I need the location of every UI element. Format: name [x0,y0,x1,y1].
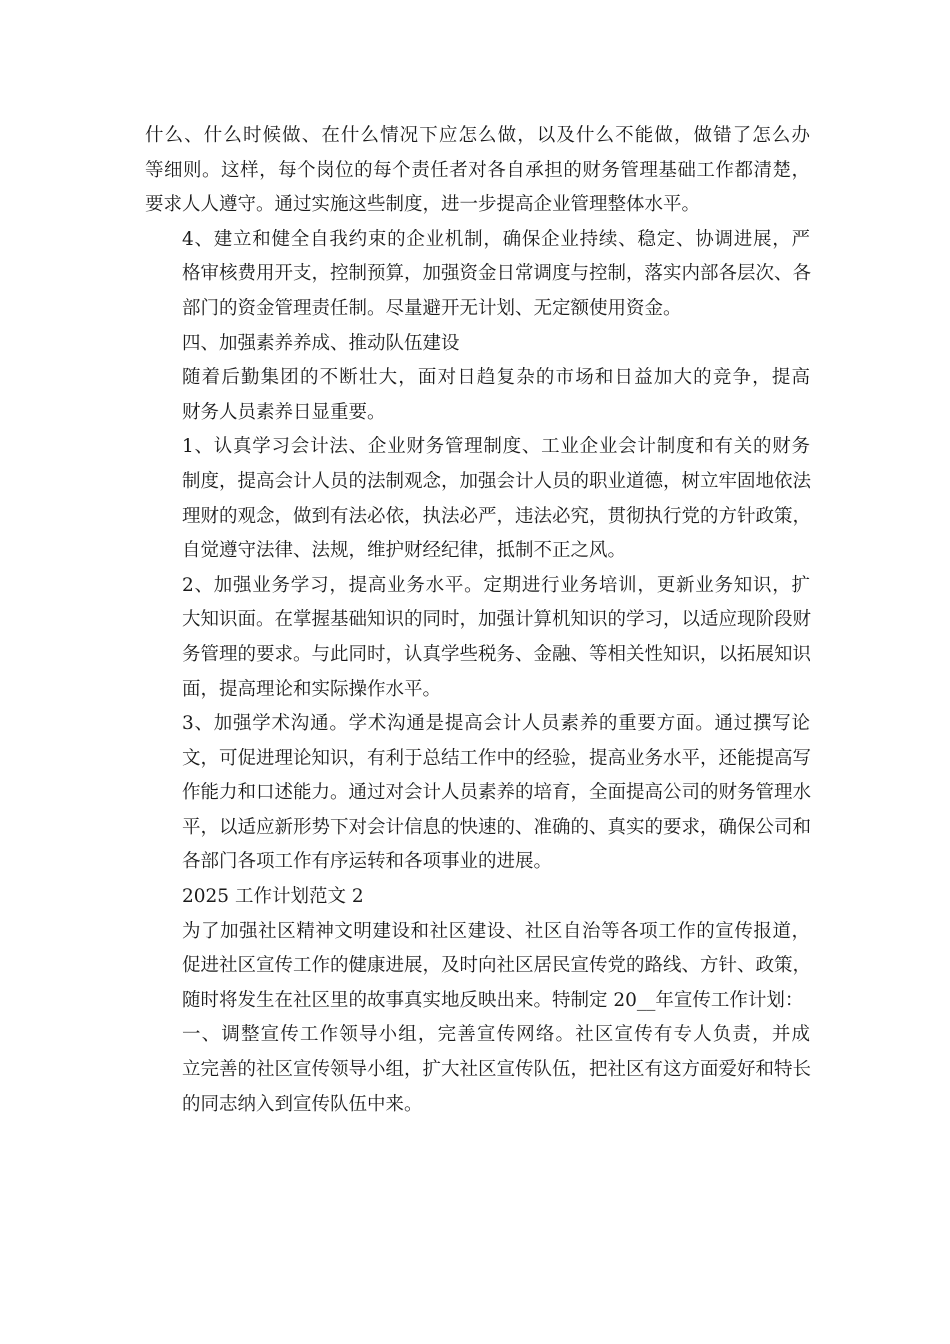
paragraph-line: 什么、什么时候做、在什么情况下应怎么做，以及什么不能做，做错了怎么办 [145,125,810,146]
paragraph-line: 促进社区宣传工作的健康进展，及时向社区居民宣传党的路线、方针、政策， [182,955,812,977]
document-body [145,119,810,1122]
paragraph-line: 务管理的要求。与此同时，认真学些税务、金融、等相关性知识，以拓展知识 [182,643,812,665]
paragraph-line: 格审核费用开支，控制预算，加强资金日常调度与控制，落实内部各层次、各 [182,263,812,285]
paragraph-line: 制度，提高会计人员的法制观念，加强会计人员的职业道德，树立牢固地依法 [182,470,812,492]
paragraph-line: 3、加强学术沟通。学术沟通是提高会计人员素养的重要方面。通过撰写论 [182,713,810,735]
paragraph-line: 的同志纳入到宣传队伍中来。 [182,1093,423,1115]
paragraph-4 [145,361,810,430]
paragraph-line: 面，提高理论和实际操作水平。 [182,678,442,700]
paragraph-line: 文，可促进理论知识，有利于总结工作中的经验，提高业务水平，还能提高写 [182,747,812,769]
paragraph-line: 平，以适应新形势下对会计信息的快速的、准确的、真实的要求，确保公司和 [182,816,812,838]
paragraph-line: 随时将发生在社区里的故事真实地反映出来。特制定 20__年宣传工作计划： [182,989,804,1011]
paragraph-line: 随着后勤集团的不断壮大，面对日趋复杂的市场和日益加大的竞争，提高 [182,367,810,389]
paragraph-line: 立完善的社区宣传领导小组，扩大社区宣传队伍，把社区有这方面爱好和特长 [182,1059,812,1081]
paragraph-6 [145,569,810,707]
paragraph-2 [145,223,810,327]
paragraph-line: 等细则。这样，每个岗位的每个责任者对各自承担的财务管理基础工作都清楚， [145,159,810,181]
paragraph-1 [145,119,810,223]
paragraph-7 [145,707,810,880]
sample-title [145,880,810,915]
paragraph-line: 理财的观念，做到有法必依，执法必严，违法必究，贯彻执行党的方针政策， [182,505,812,527]
section-heading-4 [145,327,810,362]
paragraph-line: 大知识面。在掌握基础知识的同时，加强计算机知识的学习，以适应现阶段财 [182,609,812,631]
paragraph-line: 作能力和口述能力。通过对会计人员素养的培育，全面提高公司的财务管理水 [182,782,812,804]
paragraph-line: 各部门各项工作有序运转和各项事业的进展。 [182,851,553,873]
paragraph-line: 4、建立和健全自我约束的企业机制，确保企业持续、稳定、协调进展，严 [182,228,810,250]
paragraph-9 [145,915,810,1019]
paragraph-line: 1、认真学习会计法、企业财务管理制度、工业企业会计制度和有关的财务 [182,436,810,458]
paragraph-line: 自觉遵守法律、法规，维护财经纪律，抵制不正之风。 [182,540,627,562]
paragraph-10 [145,1018,810,1122]
paragraph-line: 2、加强业务学习，提高业务水平。定期进行业务培训，更新业务知识，扩 [182,574,810,596]
heading-line: 四、加强素养养成、推动队伍建设 [182,332,460,354]
paragraph-line: 部门的资金管理责任制。尽量避开无计划、无定额使用资金。 [182,297,682,319]
paragraph-line: 一、调整宣传工作领导小组，完善宣传网络。社区宣传有专人负责，并成 [182,1024,810,1046]
paragraph-line: 要求人人遵守。通过实施这些制度，进一步提高企业管理整体水平。 [145,194,701,216]
paragraph-line: 为了加强社区精神文明建设和社区建设、社区自治等各项工作的宣传报道， [182,920,810,942]
paragraph-line: 财务人员素养日显重要。 [182,401,386,423]
heading-line: 2025 工作计划范文 2 [182,886,364,908]
paragraph-5 [145,430,810,568]
